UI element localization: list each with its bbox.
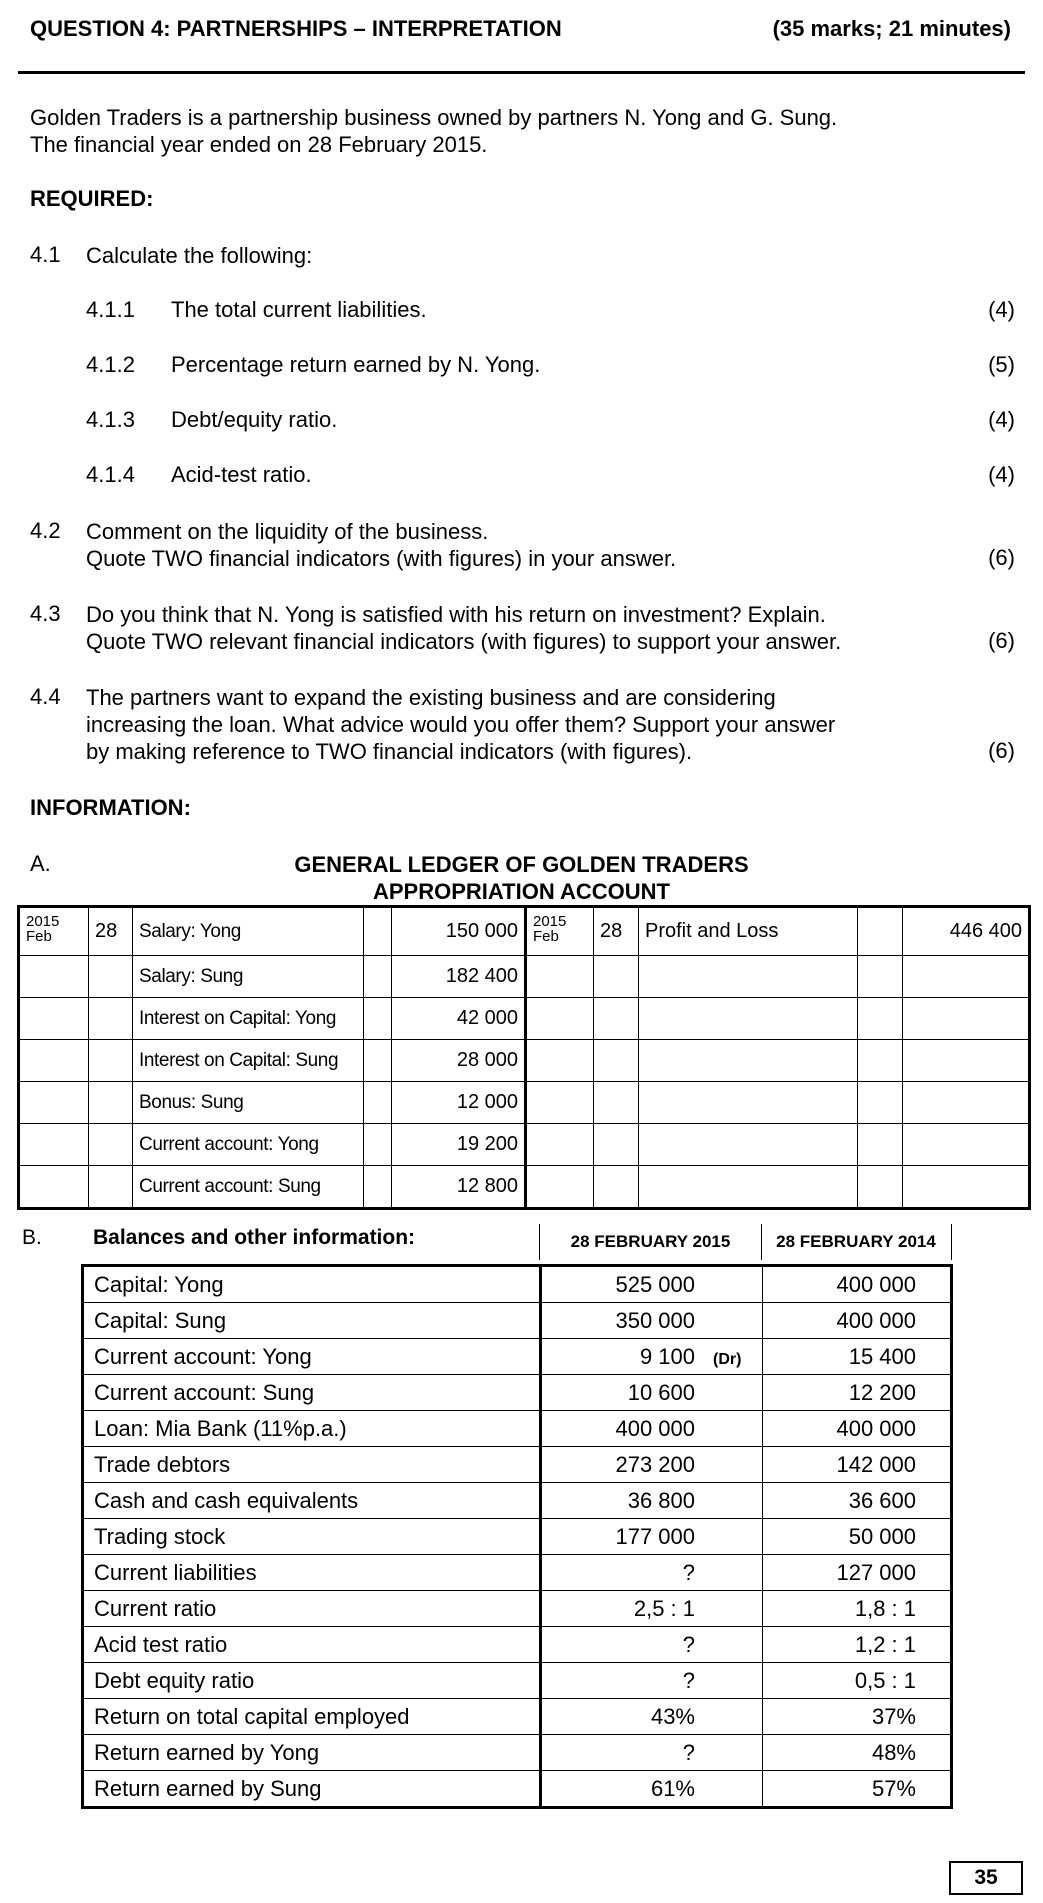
q44-line-3: by making reference to TWO financial indicators (with figures). xyxy=(86,739,693,764)
ledger-empty-cell xyxy=(858,1082,903,1124)
debit-note: (Dr) xyxy=(713,1350,742,1368)
page-number: 35 xyxy=(949,1861,1023,1895)
ledger-empty-cell xyxy=(89,998,133,1040)
column-header-2014: 28 FEBRUARY 2014 xyxy=(761,1224,952,1260)
ledger-credit-details: Profit and Loss xyxy=(639,907,858,956)
q412-mark: (5) xyxy=(988,352,1015,377)
balance-row xyxy=(83,1375,952,1411)
ledger-empty-cell xyxy=(364,1124,392,1166)
balance-value-2014: 127 000 xyxy=(763,1555,952,1591)
question-title: QUESTION 4: PARTNERSHIPS – INTERPRETATION xyxy=(30,16,562,41)
ledger-empty-cell xyxy=(639,1166,858,1209)
q414-text: Acid-test ratio. xyxy=(171,462,312,487)
balance-label: Current account: Sung xyxy=(83,1375,541,1411)
ledger-empty-cell xyxy=(639,998,858,1040)
ledger-empty-cell xyxy=(89,956,133,998)
ledger-empty-cell xyxy=(526,998,594,1040)
balance-row xyxy=(83,1483,952,1519)
balance-value-2014: 1,2 : 1 xyxy=(763,1627,952,1663)
balance-value-2015: 177 000 xyxy=(541,1519,763,1555)
balance-value-2014: 50 000 xyxy=(763,1519,952,1555)
ledger-debit-details: Salary: Sung xyxy=(133,956,364,998)
ledger-row xyxy=(19,1040,1030,1082)
ledger-date-credit: 2015 Feb xyxy=(526,907,594,956)
balance-value-2014: 0,5 : 1 xyxy=(763,1663,952,1699)
balance-row xyxy=(83,1303,952,1339)
balance-value-2014: 12 200 xyxy=(763,1375,952,1411)
q42-line-1: Comment on the liquidity of the business. xyxy=(86,519,489,544)
ledger-debit-details: Bonus: Sung xyxy=(133,1082,364,1124)
balance-value-2015: 525 000 xyxy=(541,1266,763,1303)
balance-label: Trade debtors xyxy=(83,1447,541,1483)
q413-mark: (4) xyxy=(988,407,1015,432)
ledger-debit-amount: 150 000 xyxy=(392,907,526,956)
ledger-empty-cell xyxy=(639,956,858,998)
ledger-empty-cell xyxy=(89,1166,133,1209)
ledger-empty-cell xyxy=(19,956,89,998)
ledger-empty-cell xyxy=(594,956,639,998)
ledger-empty-cell xyxy=(858,998,903,1040)
ledger-empty-cell xyxy=(639,1040,858,1082)
balance-label: Debt equity ratio xyxy=(83,1663,541,1699)
q44-text xyxy=(86,684,835,765)
balance-label: Cash and cash equivalents xyxy=(83,1483,541,1519)
balance-value-2015: 61% xyxy=(541,1771,763,1808)
ledger-empty-cell xyxy=(903,1082,1030,1124)
ledger-empty-cell xyxy=(903,998,1030,1040)
q411-mark: (4) xyxy=(988,297,1015,322)
ledger-empty-cell xyxy=(594,1082,639,1124)
ledger-empty-cell xyxy=(858,1040,903,1082)
ledger-empty-cell xyxy=(903,1040,1030,1082)
balance-label: Loan: Mia Bank (11%p.a.) xyxy=(83,1411,541,1447)
required-heading: REQUIRED: xyxy=(30,186,154,211)
ledger-row xyxy=(19,907,1030,956)
ledger-debit-details: Interest on Capital: Yong xyxy=(133,998,364,1040)
ledger-empty-cell xyxy=(639,1124,858,1166)
balance-label: Trading stock xyxy=(83,1519,541,1555)
ledger-empty-cell xyxy=(19,1124,89,1166)
balance-row xyxy=(83,1519,952,1555)
header-rule xyxy=(18,71,1025,74)
balance-row xyxy=(83,1266,952,1303)
balance-value-2015: 36 800 xyxy=(541,1483,763,1519)
ledger-empty-cell xyxy=(594,1166,639,1209)
q412-number: 4.1.2 xyxy=(86,352,135,377)
balance-label: Current ratio xyxy=(83,1591,541,1627)
balance-value-2015: 43% xyxy=(541,1699,763,1735)
q411-text: The total current liabilities. xyxy=(171,297,427,322)
ledger-day-credit: 28 xyxy=(594,907,639,956)
q43-number: 4.3 xyxy=(30,601,61,626)
ledger-empty-cell xyxy=(89,1040,133,1082)
column-header-2015: 28 FEBRUARY 2015 xyxy=(539,1224,762,1260)
balance-value-2014: 36 600 xyxy=(763,1483,952,1519)
ledger-row xyxy=(19,998,1030,1040)
ledger-empty-cell xyxy=(526,956,594,998)
balance-label: Return earned by Yong xyxy=(83,1735,541,1771)
q414-mark: (4) xyxy=(988,462,1015,487)
ledger-empty-cell xyxy=(903,1124,1030,1166)
ledger-row xyxy=(19,956,1030,998)
balance-row xyxy=(83,1339,952,1375)
q413-number: 4.1.3 xyxy=(86,407,135,432)
q43-line-2: Quote TWO relevant financial indicators (with figures) to support your answer. xyxy=(86,629,842,654)
ledger-title-line-2: APPROPRIATION ACCOUNT xyxy=(373,879,670,904)
q42-line-2: Quote TWO financial indicators (with figures) in your answer. xyxy=(86,546,677,571)
ledger-debit-details: Current account: Yong xyxy=(133,1124,364,1166)
balance-row xyxy=(83,1771,952,1808)
ledger-row xyxy=(19,1082,1030,1124)
balance-label: Capital: Yong xyxy=(83,1266,541,1303)
section-a-label: A. xyxy=(30,851,51,876)
ledger-empty-cell xyxy=(526,1082,594,1124)
ledger-empty-cell xyxy=(858,1124,903,1166)
balance-row xyxy=(83,1555,952,1591)
balance-value-2014: 400 000 xyxy=(763,1411,952,1447)
ledger-empty-cell xyxy=(594,1040,639,1082)
balance-value-2014: 48% xyxy=(763,1735,952,1771)
ledger-empty-cell xyxy=(364,1166,392,1209)
balance-label: Acid test ratio xyxy=(83,1627,541,1663)
ledger-empty-cell xyxy=(364,1082,392,1124)
q43-mark: (6) xyxy=(988,628,1015,653)
ledger-debit-amount: 12 800 xyxy=(392,1166,526,1209)
ledger-empty-cell xyxy=(364,998,392,1040)
balance-value-2014: 15 400 xyxy=(763,1339,952,1375)
ledger-empty-cell xyxy=(19,1040,89,1082)
balance-value-2015: 273 200 xyxy=(541,1447,763,1483)
balance-label: Return on total capital employed xyxy=(83,1699,541,1735)
ledger-title xyxy=(0,851,1043,905)
ledger-debit-details: Current account: Sung xyxy=(133,1166,364,1209)
balance-label: Capital: Sung xyxy=(83,1303,541,1339)
ledger-empty-cell xyxy=(526,1040,594,1082)
ledger-debit-details: Salary: Yong xyxy=(133,907,364,956)
ledger-debit-amount: 12 000 xyxy=(392,1082,526,1124)
ledger-row xyxy=(19,1166,1030,1209)
ledger-empty-cell xyxy=(594,998,639,1040)
q44-mark: (6) xyxy=(988,738,1015,763)
q43-line-1: Do you think that N. Yong is satisfied with his return on investment? Explain. xyxy=(86,602,826,627)
ledger-empty-cell xyxy=(903,956,1030,998)
question-marks: (35 marks; 21 minutes) xyxy=(772,16,1011,41)
ledger-empty-cell xyxy=(526,1124,594,1166)
section-b-label: B. xyxy=(22,1226,42,1249)
balance-value-2015: 9 100 (Dr) xyxy=(541,1339,763,1375)
balance-row xyxy=(83,1411,952,1447)
ledger-row xyxy=(19,1124,1030,1166)
balance-value-2014: 1,8 : 1 xyxy=(763,1591,952,1627)
ledger-debit-amount: 42 000 xyxy=(392,998,526,1040)
balance-row xyxy=(83,1735,952,1771)
ledger-debit-amount: 19 200 xyxy=(392,1124,526,1166)
ledger-title-line-1: GENERAL LEDGER OF GOLDEN TRADERS xyxy=(294,852,749,877)
q413-text: Debt/equity ratio. xyxy=(171,407,338,432)
q42-mark: (6) xyxy=(988,545,1015,570)
balance-value-2015: 2,5 : 1 xyxy=(541,1591,763,1627)
balance-value-2014: 400 000 xyxy=(763,1303,952,1339)
information-heading: INFORMATION: xyxy=(30,795,191,820)
balance-value-2014: 37% xyxy=(763,1699,952,1735)
appropriation-account-ledger xyxy=(17,905,1031,1210)
q44-line-2: increasing the loan. What advice would you offer them? Support your answer xyxy=(86,712,836,737)
ledger-empty-cell xyxy=(89,1082,133,1124)
balance-value-2015: ? xyxy=(541,1627,763,1663)
ledger-empty-cell xyxy=(639,1082,858,1124)
ledger-debit-amount: 28 000 xyxy=(392,1040,526,1082)
balance-value-2014: 400 000 xyxy=(763,1266,952,1303)
ledger-empty-cell xyxy=(364,956,392,998)
ledger-empty-cell xyxy=(364,1040,392,1082)
q41-text: Calculate the following: xyxy=(86,243,313,268)
balance-value-2014: 57% xyxy=(763,1771,952,1808)
ledger-empty-cell xyxy=(858,1166,903,1209)
q414-number: 4.1.4 xyxy=(86,462,135,487)
ledger-credit-amount: 446 400 xyxy=(903,907,1030,956)
balance-row xyxy=(83,1591,952,1627)
ledger-empty-cell xyxy=(89,1124,133,1166)
ledger-debit-details: Interest on Capital: Sung xyxy=(133,1040,364,1082)
q412-text: Percentage return earned by N. Yong. xyxy=(171,352,541,377)
balance-value-2015: ? xyxy=(541,1663,763,1699)
balance-value-2015: 400 000 xyxy=(541,1411,763,1447)
balances-table xyxy=(81,1264,953,1809)
balance-value-2015: 10 600 xyxy=(541,1375,763,1411)
balance-row xyxy=(83,1447,952,1483)
balances-heading: Balances and other information: xyxy=(93,1226,416,1249)
balance-value-2015: ? xyxy=(541,1555,763,1591)
ledger-empty-cell xyxy=(19,1082,89,1124)
balance-label: Current account: Yong xyxy=(83,1339,541,1375)
intro-line-1: Golden Traders is a partnership business owned by partners N. Yong and G. Sung. xyxy=(30,105,838,130)
q43-text xyxy=(86,601,841,655)
balance-row xyxy=(83,1699,952,1735)
ledger-day-debit: 28 xyxy=(89,907,133,956)
q44-line-1: The partners want to expand the existing business and are considering xyxy=(86,685,776,710)
ledger-date-debit: 2015 Feb xyxy=(19,907,89,956)
ledger-empty-cell xyxy=(19,1166,89,1209)
q44-number: 4.4 xyxy=(30,684,61,709)
intro-line-2: The financial year ended on 28 February 2015. xyxy=(30,132,488,157)
balance-value-2014: 142 000 xyxy=(763,1447,952,1483)
balance-value-2015: ? xyxy=(541,1735,763,1771)
balance-row xyxy=(83,1627,952,1663)
q41-number: 4.1 xyxy=(30,242,61,267)
q42-text xyxy=(86,518,676,572)
q42-number: 4.2 xyxy=(30,518,61,543)
balance-value-2015: 350 000 xyxy=(541,1303,763,1339)
intro-paragraph xyxy=(30,104,837,158)
ledger-empty-cell xyxy=(903,1166,1030,1209)
ledger-empty-cell xyxy=(19,998,89,1040)
balance-row xyxy=(83,1663,952,1699)
balance-label: Return earned by Sung xyxy=(83,1771,541,1808)
balance-label: Current liabilities xyxy=(83,1555,541,1591)
ledger-empty-cell xyxy=(858,956,903,998)
ledger-debit-amount: 182 400 xyxy=(392,956,526,998)
q411-number: 4.1.1 xyxy=(86,297,135,322)
ledger-empty-cell xyxy=(526,1166,594,1209)
ledger-empty-cell xyxy=(594,1124,639,1166)
